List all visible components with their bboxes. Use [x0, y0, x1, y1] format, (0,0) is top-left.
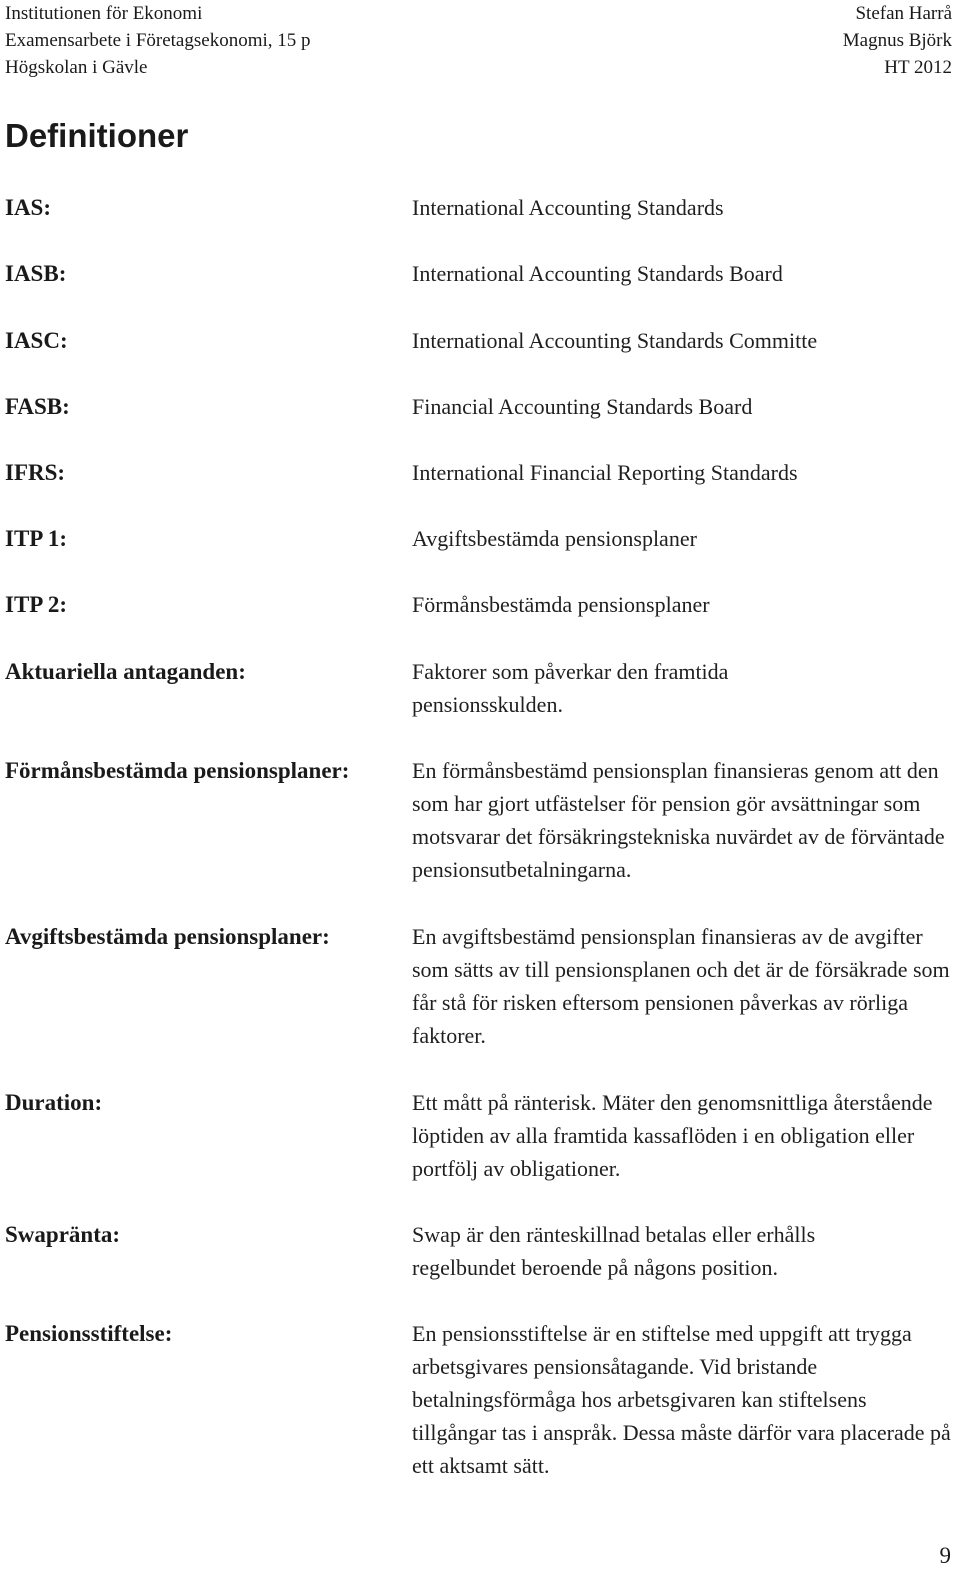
- definition-term: IFRS:: [5, 460, 66, 485]
- definition-term: IASC:: [5, 328, 68, 353]
- header-institution: Institutionen för Ekonomi: [5, 3, 203, 24]
- header-course: Examensarbete i Företagsekonomi, 15 p: [5, 30, 311, 51]
- definition-term: Avgiftsbestämda pensionsplaner:: [5, 924, 330, 949]
- page-number: 9: [939, 1543, 951, 1568]
- definition-text: En avgiftsbestämd pensionsplan finansieras av de avgifter som sätts av till pensionsplanen och det är de försäkrade som får stå för risken eftersom pensionen påverkas av rörliga faktorer.: [412, 924, 950, 1048]
- definition-term: ITP 1:: [5, 526, 67, 551]
- header-left-block: [5, 0, 311, 81]
- definition-text: International Accounting Standards: [412, 195, 724, 220]
- definition-text: Ett mått på ränterisk. Mäter den genomsnittliga återstående löptiden av alla framtida kassaflöden i en obligation eller portfölj av obligationer.: [412, 1090, 933, 1181]
- definition-term: Aktuariella antaganden:: [5, 659, 246, 684]
- header-author-2: Magnus Björk: [842, 30, 952, 51]
- header-author-1: Stefan Harrå: [855, 3, 952, 24]
- definition-text: Faktorer som påverkar den framtida pensionsskulden.: [412, 659, 729, 717]
- definition-term: Swapränta:: [5, 1222, 121, 1247]
- definition-term: ITP 2:: [5, 592, 67, 617]
- header-school: Högskolan i Gävle: [5, 57, 148, 78]
- definition-text: En förmånsbestämd pensionsplan finansieras genom att den som har gjort utfästelser för pension gör avsättningar som motsvarar det försäkringstekniska nuvärdet av de förväntade pensionsutbetalningarna.: [412, 758, 945, 882]
- page-header: [5, 0, 952, 82]
- definition-term: Duration:: [5, 1090, 103, 1115]
- header-term: HT 2012: [884, 57, 952, 78]
- definition-text: International Financial Reporting Standards: [412, 460, 798, 485]
- definition-text: Avgiftsbestämda pensionsplaner: [412, 526, 697, 551]
- page-title: Definitioner: [5, 117, 189, 154]
- definition-text: En pensionsstiftelse är en stiftelse med uppgift att trygga arbetsgivares pensionsåtagande. Vid bristande betalningsförmåga hos arbetsgivaren kan stiftelsens tillgångar tas i anspråk. Dessa måste därför vara placerade på ett aktsamt sätt.: [412, 1321, 951, 1478]
- definition-text: Förmånsbestämda pensionsplaner: [412, 592, 710, 617]
- definition-term: Förmånsbestämda pensionsplaner:: [5, 758, 350, 783]
- definition-text: Swap är den ränteskillnad betalas eller erhålls regelbundet beroende på någons position.: [412, 1222, 816, 1280]
- definition-term: IASB:: [5, 261, 67, 286]
- definition-text: International Accounting Standards Committe: [412, 328, 818, 353]
- definition-text: International Accounting Standards Board: [412, 261, 783, 286]
- definition-text: Financial Accounting Standards Board: [412, 394, 753, 419]
- definition-term: Pensionsstiftelse:: [5, 1321, 173, 1346]
- definition-term: IAS:: [5, 195, 52, 220]
- header-right-block: [843, 0, 952, 81]
- definition-term: FASB:: [5, 394, 70, 419]
